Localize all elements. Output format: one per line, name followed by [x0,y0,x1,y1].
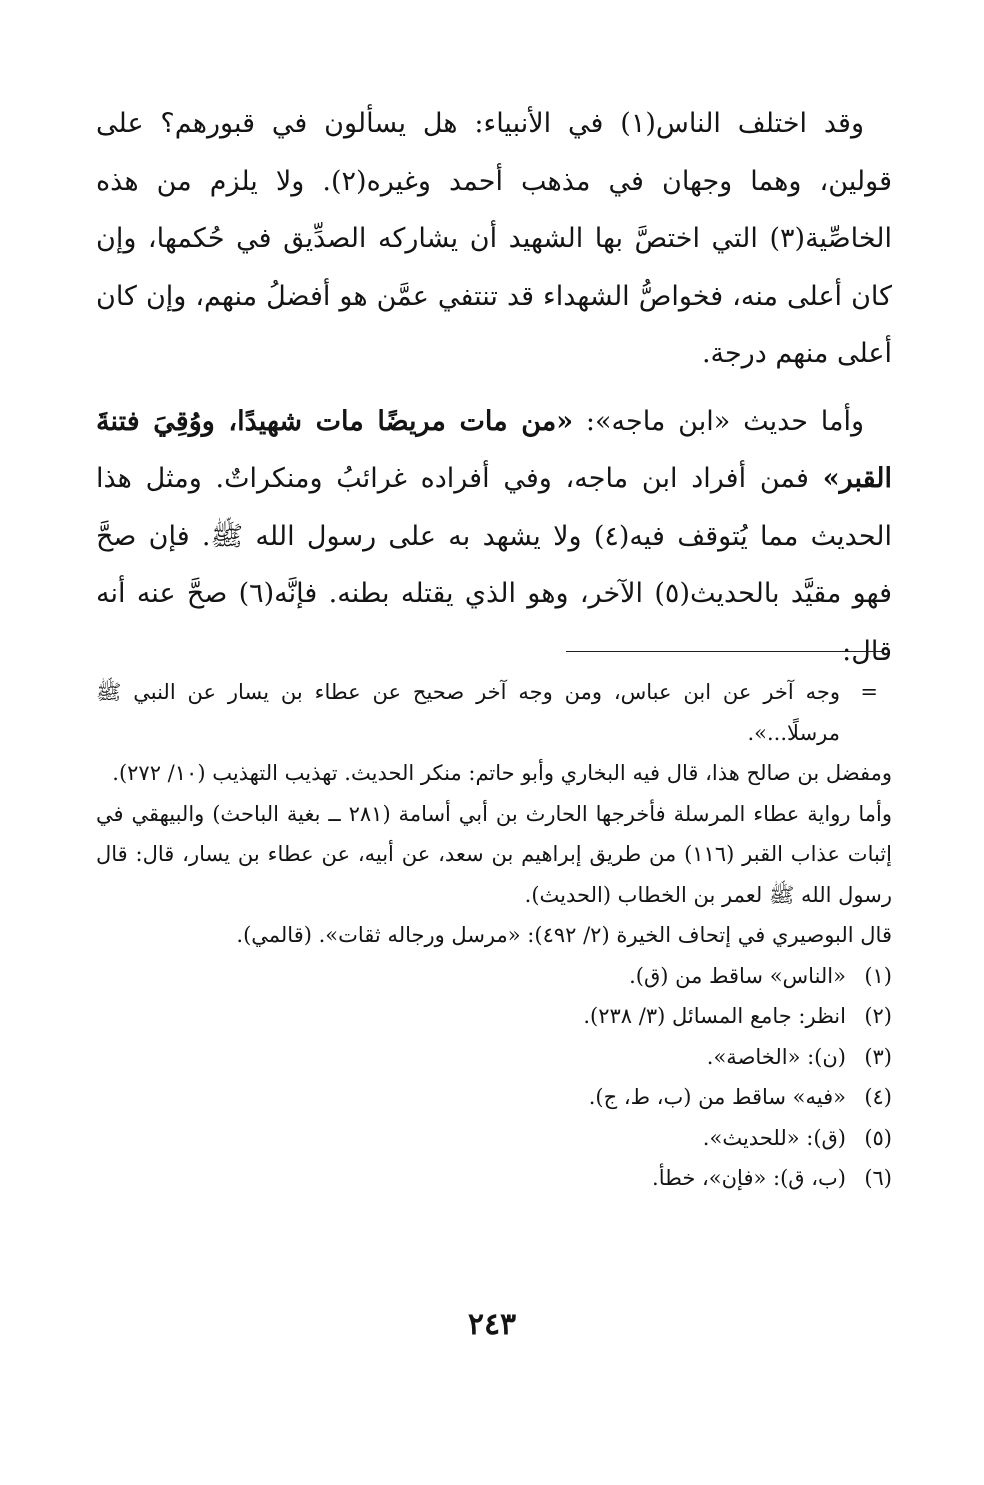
footnote-continuation [96,672,892,753]
paragraph-1-text: وقد اختلف الناس(١) في الأنبياء: هل يسألون في قبورهم؟ على قولين، وهما وجهان في مذهب أحمد وغيره(٢). ولا يلزم من هذه الخاصِّية(٣) التي اختصَّ بها الشهيد أن يشاركه الصدِّيق في حُكمها، وإن كان أعلى منه، فخواصُّ الشهداء قد تنتفي عمَّن هو أفضلُ منهم، وإن كان أعلى منهم درجة. [96,108,892,369]
continuation-marker: = [860,680,878,704]
footnote-text: «فيه» ساقط من (ب، ط، ج). [588,1085,846,1109]
footnote-text: (ن): «الخاصة». [706,1044,846,1069]
footnote-text: (ب، ق): «فإن»، خطأ. [652,1166,846,1190]
paragraph-2 [96,393,892,681]
paragraph-2-text: فمن أفراد ابن ماجه، وفي أفراده غرائبُ ومنكراتٌ. ومثل هذا الحديث مما يُتوقف فيه(٤) ولا يشهد به على رسول الله ﷺ. فإن صحَّ فهو مقيَّد بالحديث(٥) الآخر، وهو الذي يقتله بطنه. فإنَّه(٦) صحَّ عنه أنه قال: [96,463,892,667]
footnote-note-3: قال البوصيري في إتحاف الخيرة (٢/ ٤٩٢): «مرسل ورجاله ثقات». (قالمي). [236,923,892,947]
hadith-quote: «من مات مريضًا مات شهيدًا، ووُقِيَ فتنةَ القبر» [96,405,892,494]
footnote-2 [96,996,892,1037]
footnote-note-1: ومفضل بن صالح هذا، قال فيه البخاري وأبو حاتم: منكر الحديث. تهذيب التهذيب (١٠/ ٢٧٢). [112,761,892,785]
continuation-text: وجه آخر عن ابن عباس، ومن وجه آخر صحيح عن عطاء بن يسار عن النبي ﷺ مرسلًا...». [96,680,840,745]
footnote-text: (ق): «للحديث». [702,1125,846,1150]
footnote-text: «الناس» ساقط من (ق). [629,963,846,988]
paragraph-1 [96,95,892,383]
footnote-1 [96,956,892,997]
footnotes [96,672,892,1199]
footnote-5 [96,1118,892,1159]
footnote-text: انظر: جامع المسائل (٣/ ٢٣٨). [583,1004,846,1028]
paragraph-2-intro: وأما حديث «ابن ماجه»: [573,405,864,437]
footnote-number: (٤) [864,1085,892,1109]
footnote-4 [96,1077,892,1118]
footnote-6 [96,1158,892,1199]
footnote-number: (٦) [864,1166,892,1190]
main-text [96,95,892,680]
footnote-number: (٣) [864,1044,892,1069]
footnote-3 [96,1037,892,1078]
page-number: ٢٤٣ [467,1307,517,1342]
footnote-number: (١) [864,963,892,988]
footnote-number: (٢) [864,1004,892,1028]
footnote-number: (٥) [864,1125,892,1150]
footnote-note-2: وأما رواية عطاء المرسلة فأخرجها الحارث بن أبي أسامة (٢٨١ ــ بغية الباحث) والبيهقي في إثبات عذاب القبر (١١٦) من طريق إبراهيم بن سعد، عن أبيه، عن عطاء بن يسار، قال: قال رسول الله ﷺ لعمر بن الخطاب (الحديث). [96,801,893,907]
footnote-separator [566,651,884,652]
